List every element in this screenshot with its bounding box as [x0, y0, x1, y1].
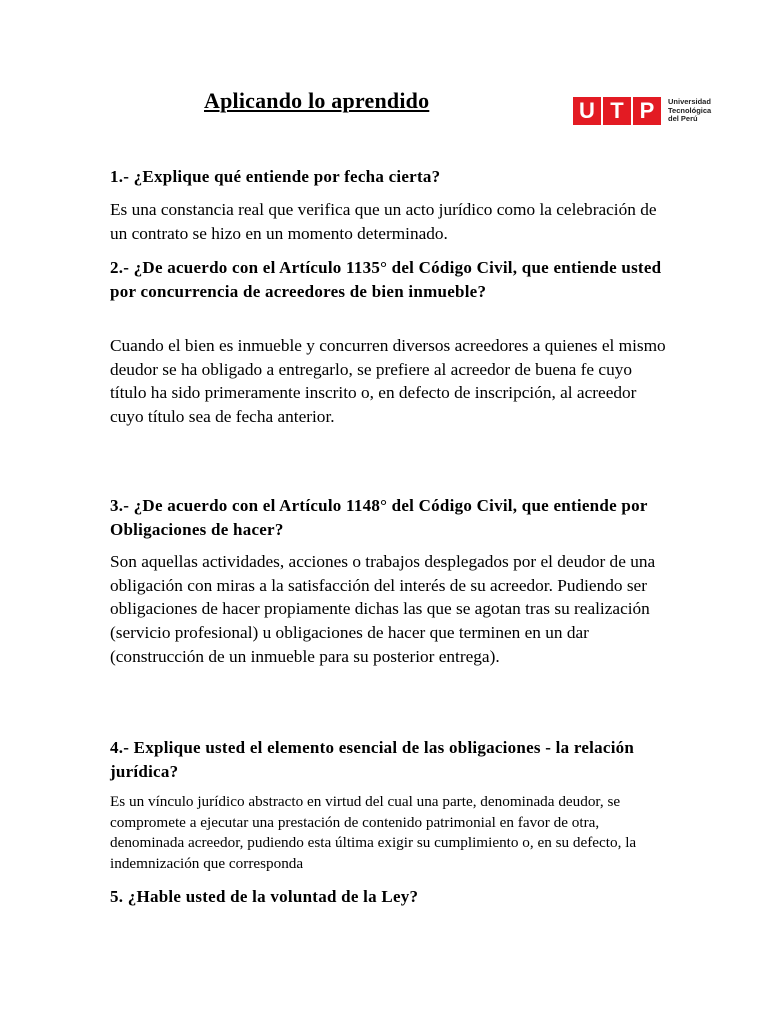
logo-text	[668, 98, 711, 124]
logo-letter-t: T	[603, 97, 631, 125]
question-5: 5. ¿Hable usted de la voluntad de la Ley?	[110, 887, 419, 906]
utp-logo	[573, 97, 711, 125]
answer-4: Es un vínculo jurídico abstracto en virtud del cual una parte, denominada deudor, se compromete a ejecutar una prestación de contenido patrimonial en favor de otra, denominada acreedor, pudiendo esta última exigir su cumplimiento o, en su defecto, la indemnización que corresponda	[110, 793, 637, 872]
page-title: Aplicando lo aprendido	[204, 88, 430, 113]
logo-text-line: Tecnológica	[668, 105, 712, 115]
question-4: 4.- Explique usted el elemento esencial de las obligaciones - la relación jurídica?	[110, 738, 635, 781]
question-1: 1.- ¿Explique qué entiende por fecha cierta?	[110, 167, 441, 186]
answer-1: Es una constancia real que verifica que un acto jurídico como la celebración de un contrato se hizo en un momento determinado.	[110, 200, 657, 243]
logo-letter-u: U	[573, 97, 601, 125]
logo-text-line: Universidad	[668, 97, 711, 107]
answer-2: Cuando el bien es inmueble y concurren diversos acreedores a quienes el mismo deudor se ha obligado a entregarlo, se prefiere al acreedor de buena fe cuyo título ha sido primeramente inscrito o, en defecto de inscripción, al acreedor cuyo título sea de fecha anterior.	[110, 336, 666, 427]
logo-text-line: del Perú	[668, 114, 698, 124]
logo-letter-p: P	[633, 97, 661, 125]
question-2: 2.- ¿De acuerdo con el Artículo 1135° del Código Civil, que entiende usted por concurrencia de acreedores de bien inmueble?	[110, 258, 662, 301]
answer-3: Son aquellas actividades, acciones o trabajos desplegados por el deudor de una obligación con miras a la satisfacción del interés de su acreedor. Pudiendo ser obligaciones de hacer propiamente dichas las que se agotan tras su realización (servicio profesional) u obligaciones de hacer que terminen en un dar (construcción de un inmueble para su posterior entrega).	[110, 552, 656, 666]
question-3: 3.- ¿De acuerdo con el Artículo 1148° del Código Civil, que entiende por Obligaciones de hacer?	[110, 496, 648, 539]
